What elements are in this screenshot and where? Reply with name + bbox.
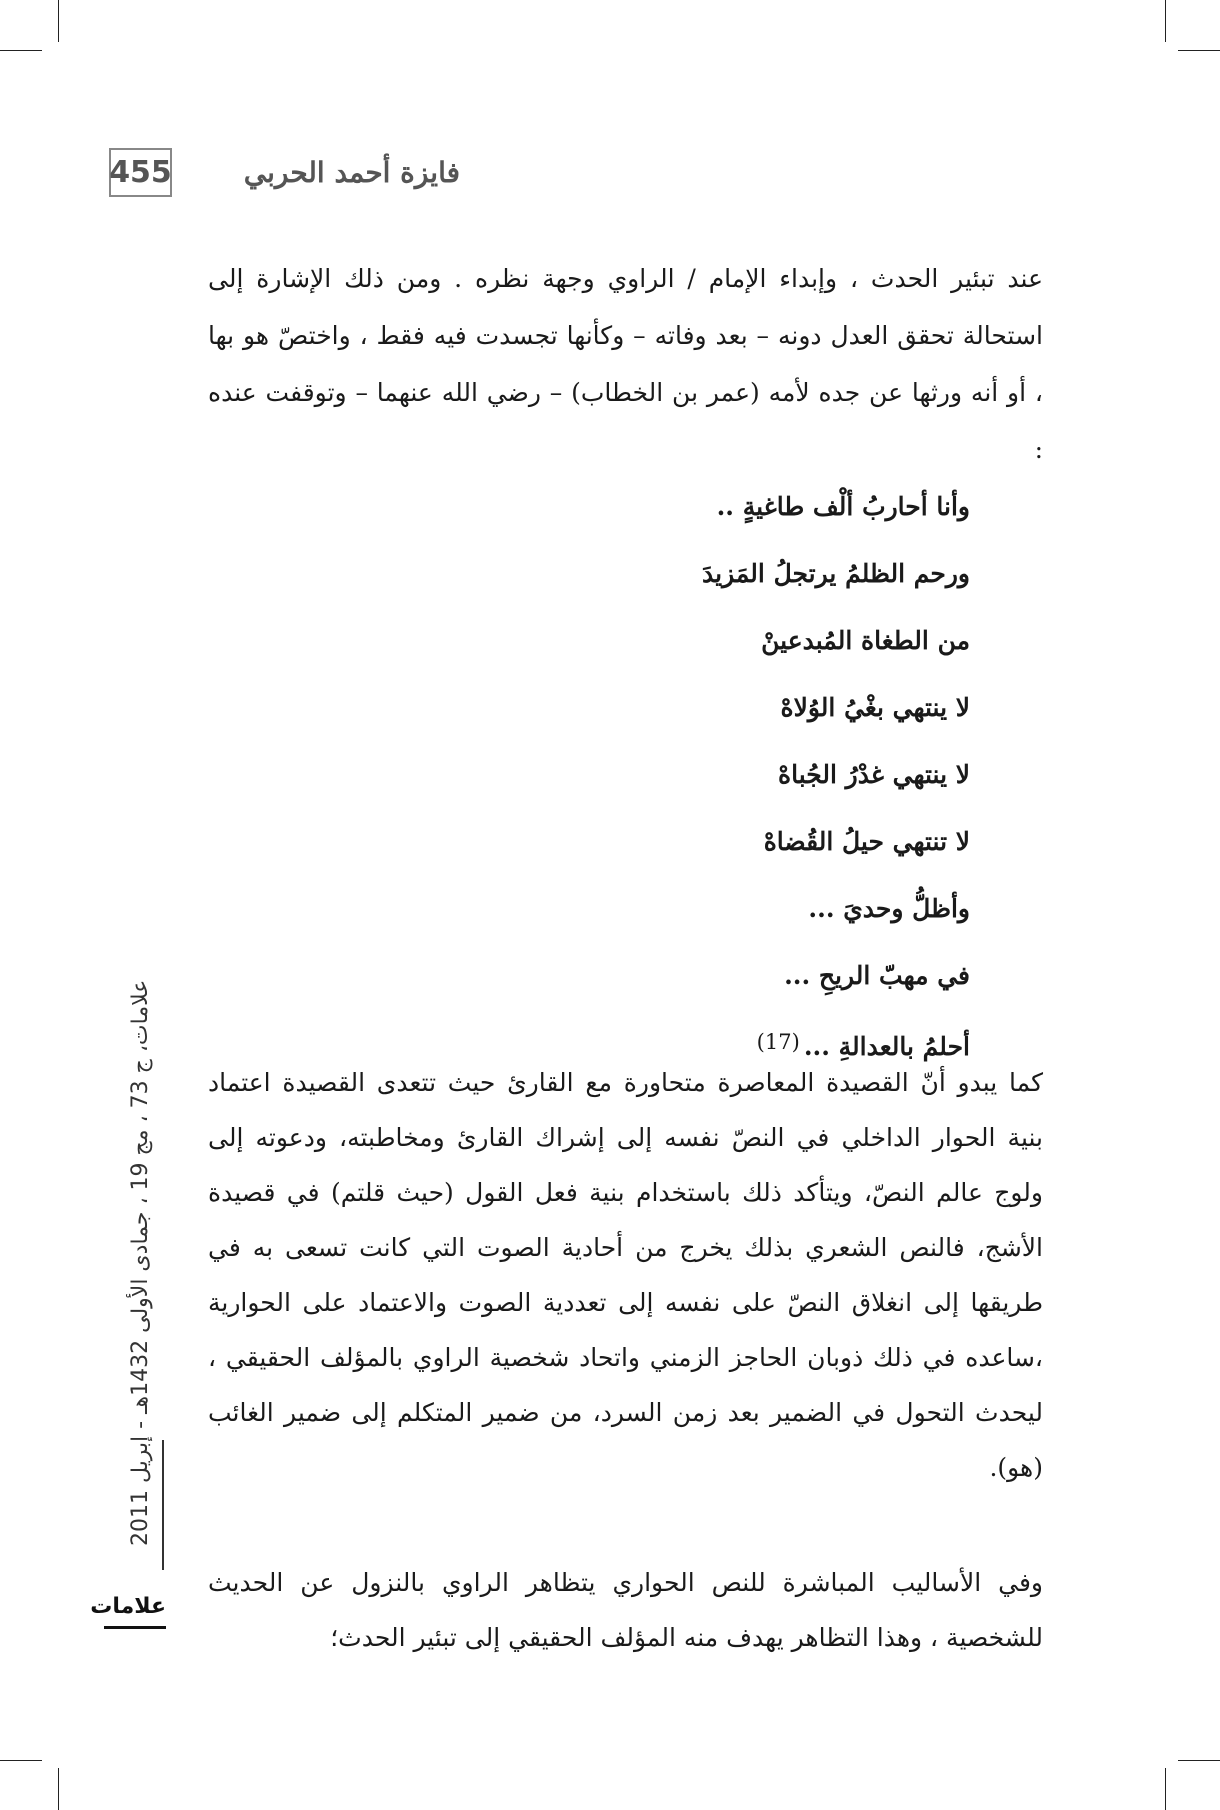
footnote-reference: (17) (756, 1030, 800, 1054)
crop-mark (58, 0, 59, 42)
crop-mark (1165, 1768, 1166, 1810)
poem-line: من الطغاة المُبدعينْ (761, 626, 970, 655)
crop-mark (58, 1768, 59, 1810)
crop-mark (1165, 0, 1166, 42)
poem-block (600, 478, 970, 1081)
poem-line: لا تنتهي حيلُ القُضاهْ (763, 827, 970, 856)
crop-mark (0, 1760, 42, 1761)
poem-line: في مهبّ الريحِ ... (784, 961, 970, 990)
poem-line: ورحم الظلمُ يرتجلُ المَزيدَ (701, 559, 970, 588)
crop-mark (0, 50, 42, 51)
poem-line: وأنا أحاربُ ألْف طاغيةٍ .. (716, 492, 970, 521)
poem-line: أحلمُ بالعدالةِ ... (803, 1032, 970, 1061)
second-paragraph: كما يبدو أنّ القصيدة المعاصرة متحاورة مع القارئ حيث تتعدى القصيدة اعتماد بنية الحوار الداخلي في النصّ نفسه إلى إشراك القارئ ومخاطبته، ودعوته إلى ولوج عالم النصّ، ويتأكد ذلك باستخدام بنية فعل القول (حيث قلتم) في قصيدة الأشج، فالنص الشعري بذلك يخرج من أحادية الصوت التي كانت تسعى به في طريقها إلى انغلاق النصّ على نفسه إلى تعددية الصوت والاعتماد على الحوارية ،ساعده في ذلك ذوبان الحاجز الزمني واتحاد شخصية الراوي بالمؤلف الحقيقي ، ليحدث التحول في الضمير بعد زمن السرد، من ضمير المتكلم إلى ضمير الغائب (هو). (208, 1068, 1043, 1482)
running-head-author: فايزة أحمد الحربي (243, 156, 460, 189)
sidebar-divider (162, 1440, 164, 1570)
intro-paragraph: عند تبئير الحدث ، وإبداء الإمام / الراوي وجهة نظره . ومن ذلك الإشارة إلى استحالة تحقق العدل دونه – بعد وفاته – وكأنها تجسدت فيه فقط ، واختصّ هو بها ، أو أنه ورثها عن جده لأمه (عمر بن الخطاب) – رضي الله عنهما – وتوقفت عنده : (208, 264, 1043, 464)
crop-mark (1178, 1760, 1220, 1761)
poem-line: لا ينتهي بغْيُ الوُلاهْ (780, 693, 970, 722)
crop-mark (1178, 50, 1220, 51)
third-paragraph: وفي الأساليب المباشرة للنص الحواري يتظاهر الراوي بالنزول عن الحديث للشخصية ، وهذا التظاهر يهدف منه المؤلف الحقيقي إلى تبئير الحدث؛ (208, 1568, 1043, 1652)
journal-info-vertical: علامات، ج 73 ، مج 19 ، جمادى الأولى 1432هـ - إبريل 2011 (128, 979, 153, 1547)
page-number: 455 (109, 148, 172, 197)
journal-logo: علامات (104, 1592, 166, 1629)
poem-line: وأظلُّ وحديَ ... (808, 894, 970, 923)
poem-line: لا ينتهي غدْرُ الجُباهْ (777, 760, 970, 789)
